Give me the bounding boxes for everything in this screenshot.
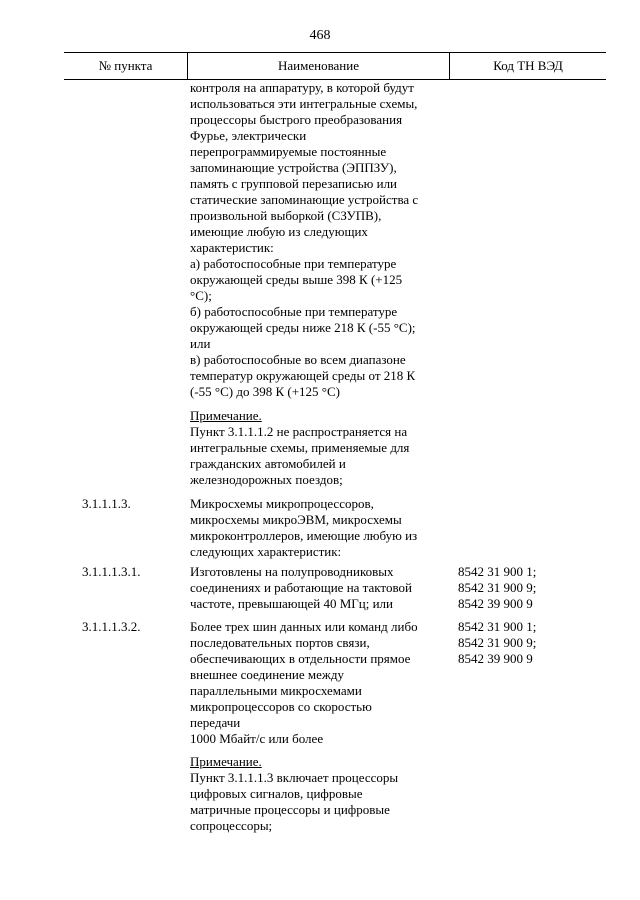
header-col-code: Код ТН ВЭД [493, 58, 563, 73]
header-col-name: Наименование [188, 53, 450, 79]
note-line: железнодорожных поездов; [190, 472, 343, 487]
text-line: а) работоспособные при температуре [190, 256, 397, 271]
text-line: следующих характеристик: [190, 544, 342, 559]
page-number: 468 [309, 28, 331, 43]
item-number: 3.1.1.1.3. [82, 496, 131, 511]
text-line: имеющие любую из следующих [190, 224, 368, 239]
note-block [190, 754, 452, 834]
text-line: характеристик: [190, 240, 274, 255]
text-line: процессоры быстрого преобразования [190, 112, 403, 127]
note-line: сопроцессоры; [190, 818, 273, 833]
text-line: параллельными микросхемами [190, 683, 362, 698]
text-line: Микросхемы микропроцессоров, [190, 496, 374, 511]
text-line: Более трех шин данных или команд либо [190, 619, 418, 634]
item-description [190, 619, 452, 747]
text-line: микросхемы микроЭВМ, микросхемы [190, 512, 402, 527]
text-line: (-55 °С) до 398 К (+125 °С) [190, 384, 341, 399]
item-description [190, 496, 452, 560]
text-line: или [190, 336, 211, 351]
note-line: интегральные схемы, применяемые для [190, 440, 410, 455]
item-number: 3.1.1.1.3.1. [82, 564, 141, 579]
code-line: 8542 31 900 1; [458, 564, 537, 579]
text-line: микропроцессоров со скоростью [190, 699, 372, 714]
text-line: перепрограммируемые постоянные [190, 144, 387, 159]
text-line: статические запоминающие устройства с [190, 192, 419, 207]
item-description [190, 564, 452, 612]
note-label: Примечание. [190, 754, 262, 769]
text-line: память с групповой перезаписью или [190, 176, 398, 191]
note-line: цифровых сигналов, цифровые [190, 786, 363, 801]
code-line: 8542 31 900 9; [458, 635, 537, 650]
note-line: Пункт 3.1.1.1.2 не распространяется на [190, 424, 408, 439]
text-line: микроконтроллеров, имеющие любую из [190, 528, 418, 543]
text-line: Фурье, электрически [190, 128, 307, 143]
text-line: окружающей среды ниже 218 К (-55 °С); [190, 320, 416, 335]
text-line: обеспечивающих в отдельности прямое [190, 651, 411, 666]
note-line: гражданских автомобилей и [190, 456, 346, 471]
item-codes [458, 564, 598, 612]
code-line: 8542 39 900 9 [458, 651, 533, 666]
item-codes [458, 619, 598, 667]
code-line: 8542 39 900 9 [458, 596, 533, 611]
text-line: последовательных портов связи, [190, 635, 370, 650]
text-line: контроля на аппаратуру, в которой будут [190, 80, 414, 95]
table-header [64, 52, 606, 80]
note-line: матричные процессоры и цифровые [190, 802, 390, 817]
note-line: Пункт 3.1.1.1.3 включает процессоры [190, 770, 399, 785]
text-line: °С); [190, 288, 212, 303]
text-line: б) работоспособные при температуре [190, 304, 398, 319]
code-line: 8542 31 900 9; [458, 580, 537, 595]
code-line: 8542 31 900 1; [458, 619, 537, 634]
text-line: соединениях и работающие на тактовой [190, 580, 412, 595]
note-block [190, 408, 452, 488]
note-label: Примечание. [190, 408, 262, 423]
text-line: температур окружающей среды от 218 К [190, 368, 416, 383]
text-line: частоте, превышающей 40 МГц; или [190, 596, 393, 611]
continued-description [190, 80, 452, 400]
text-line: 1000 Мбайт/с или более [190, 731, 324, 746]
text-line: запоминающие устройства (ЭППЗУ), [190, 160, 397, 175]
text-line: использоваться эти интегральные схемы, [190, 96, 418, 111]
item-number: 3.1.1.1.3.2. [82, 619, 141, 634]
text-line: Изготовлены на полупроводниковых [190, 564, 394, 579]
text-line: внешнее соединение между [190, 667, 344, 682]
text-line: произвольной выборкой (СЗУПВ), [190, 208, 382, 223]
text-line: в) работоспособные во всем диапазоне [190, 352, 406, 367]
text-line: передачи [190, 715, 241, 730]
header-col-number: № пункта [64, 53, 188, 79]
text-line: окружающей среды выше 398 К (+125 [190, 272, 403, 287]
